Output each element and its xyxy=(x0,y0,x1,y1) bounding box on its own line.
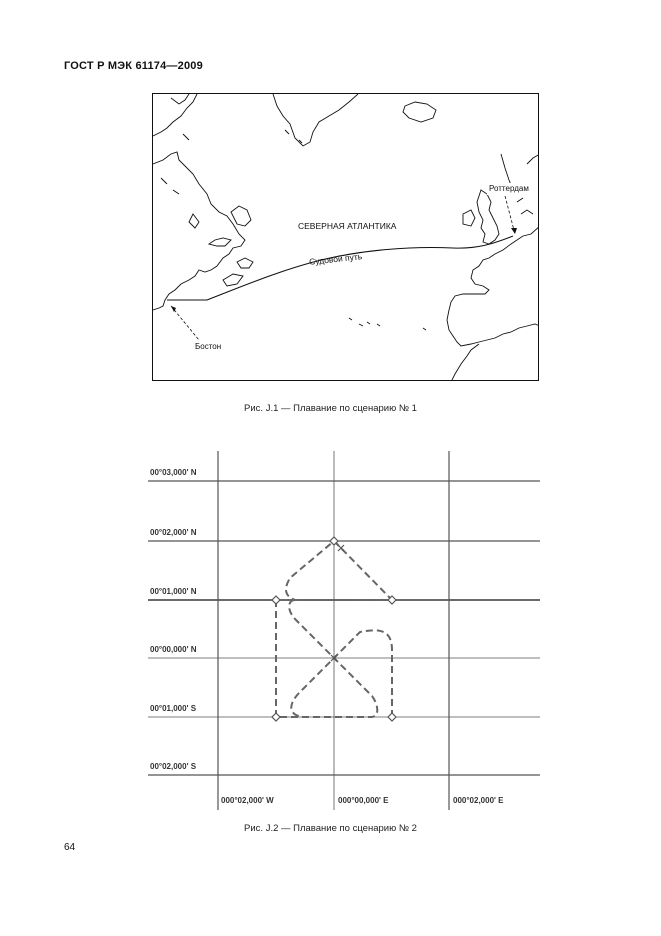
rotterdam-label: Роттердам xyxy=(489,184,529,193)
document-header: ГОСТ Р МЭК 61174—2009 xyxy=(64,60,203,72)
track-right-loop xyxy=(289,600,392,717)
page-number: 64 xyxy=(64,842,76,853)
ocean-label: СЕВЕРНАЯ АТЛАНТИКА xyxy=(298,221,397,231)
cross-mark xyxy=(338,545,344,551)
lat-label-0: 00°00,000' N xyxy=(150,645,197,654)
boston-label: Бостон xyxy=(195,342,222,351)
waypoint xyxy=(272,596,280,604)
lat-label-2s: 00°02,000' S xyxy=(150,762,197,771)
waypoint xyxy=(388,713,396,721)
figure2-caption: Рис. J.2 — Плавание по сценарию № 2 xyxy=(244,823,417,834)
waypoint xyxy=(272,713,280,721)
lat-label-3n: 00°03,000' N xyxy=(150,468,197,477)
lon-label-0: 000°00,000' E xyxy=(338,796,389,805)
track-left-loop xyxy=(276,600,377,717)
figure1-caption: Рис. J.1 — Плавание по сценарию № 1 xyxy=(244,403,417,414)
lat-label-1n: 00°01,000' N xyxy=(150,587,197,596)
lon-label-2e: 000°02,000' E xyxy=(453,796,504,805)
lat-label-2n: 00°02,000' N xyxy=(150,528,197,537)
lon-label-2w: 000°02,000' W xyxy=(221,796,274,805)
lat-label-1s: 00°01,000' S xyxy=(150,704,197,713)
route-label: Судовой путь xyxy=(308,251,363,267)
